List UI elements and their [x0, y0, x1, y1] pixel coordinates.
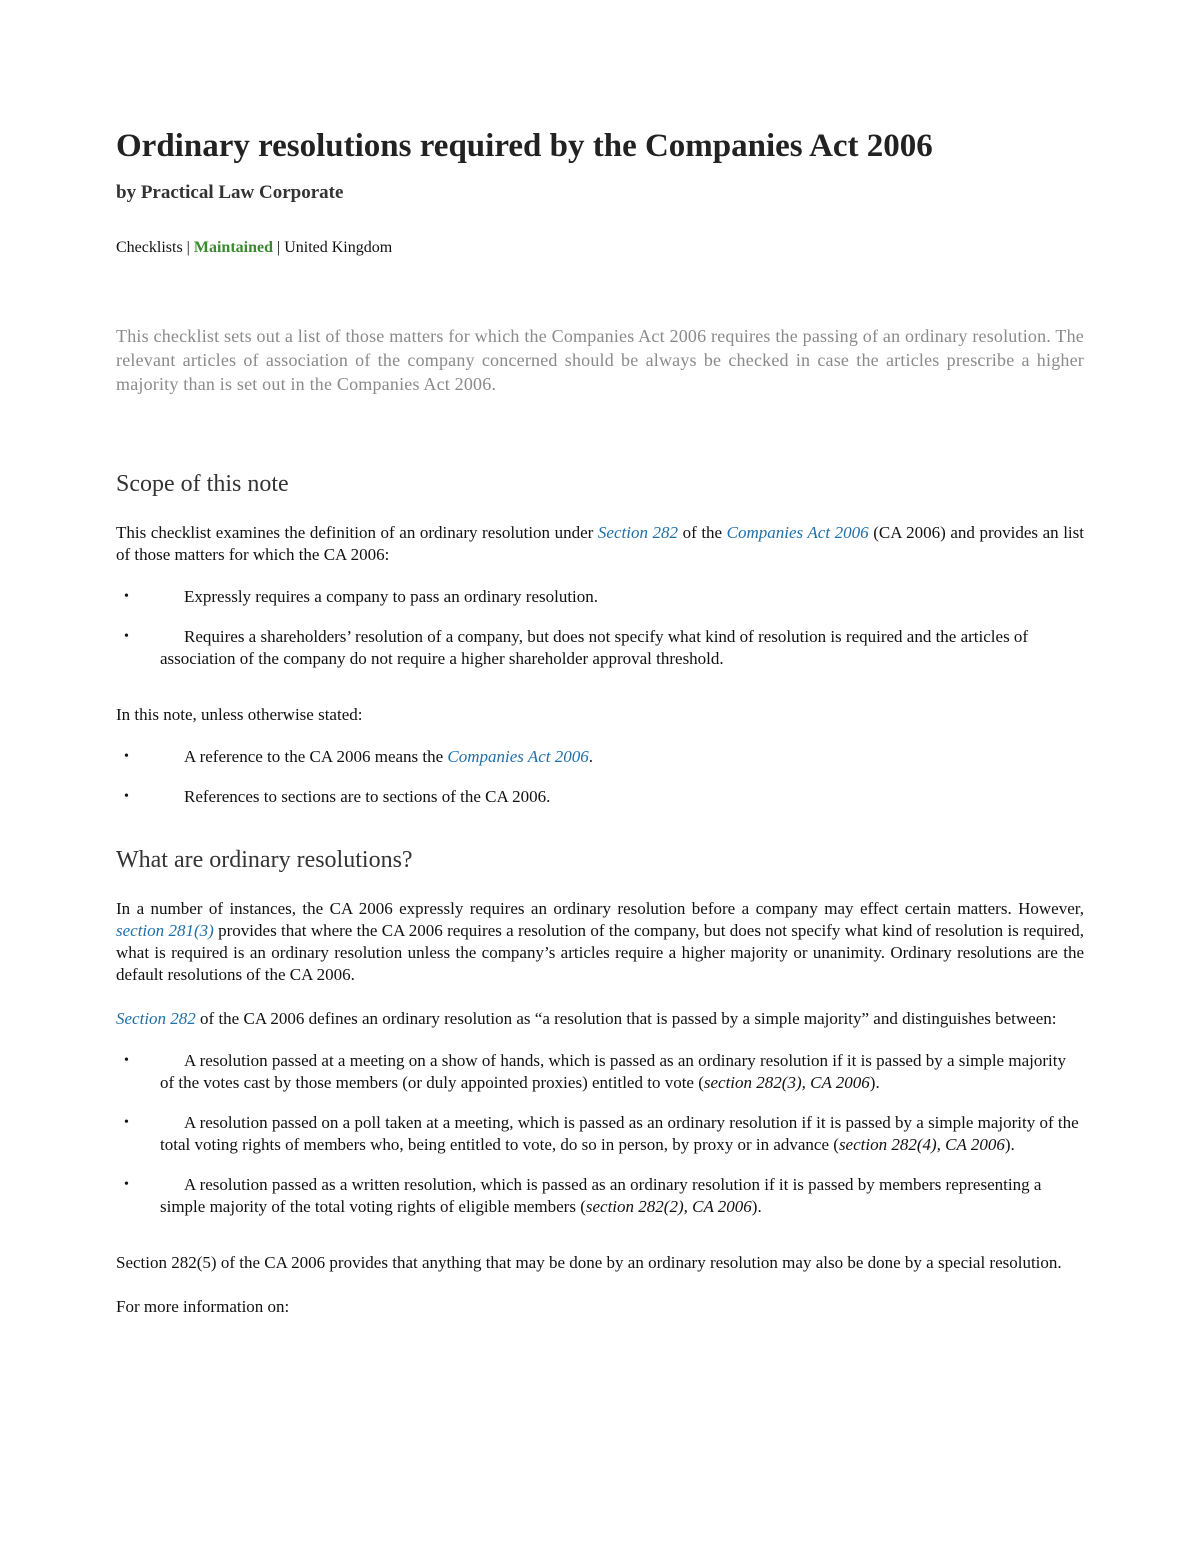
bullet-icon: • — [124, 1053, 129, 1068]
heading-what-are-ordinary-resolutions: What are ordinary resolutions? — [116, 847, 413, 873]
meta-jurisdiction: United Kingdom — [284, 239, 393, 256]
scope-bullet-list — [116, 586, 1084, 670]
list-item-text: A reference to the CA 2006 means the — [184, 747, 448, 766]
list-item — [116, 1050, 1084, 1094]
document-meta — [116, 236, 1084, 260]
what-bullet-list — [116, 1050, 1084, 1218]
heading-scope: Scope of this note — [116, 471, 289, 497]
list-item-text: A resolution passed as a written resolution, which is passed as an ordinary resolution if it is passed by members representing a simple majority of the total voting rights of eligible members ( — [160, 1175, 1042, 1216]
list-item-text: Expressly requires a company to pass an ordinary resolution. — [184, 587, 599, 606]
list-item-text: ). — [869, 1073, 880, 1092]
meta-separator: | — [182, 239, 194, 256]
list-item-text: A resolution passed on a poll taken at a meeting, which is passed as an ordinary resolution if it is passed by a simple majority of the total voting rights of members who, being entitled to vote, do so in person, by proxy or in advance ( — [160, 1113, 1079, 1154]
list-item-text: Requires a shareholders’ resolution of a company, but does not specify what kind of resolution is required and the articles of association of the company do not require a higher shareholder approval threshold. — [160, 627, 1029, 668]
bullet-icon: • — [124, 1177, 129, 1192]
list-item — [116, 746, 1084, 768]
list-item — [116, 786, 1084, 808]
citation: section 282(4), CA 2006 — [838, 1135, 1005, 1154]
list-item-text: ). — [1004, 1135, 1015, 1154]
bullet-icon: • — [124, 1115, 129, 1130]
link-section-282[interactable]: Section 282 — [116, 1009, 196, 1028]
list-item-text: References to sections are to sections of the CA 2006. — [184, 787, 551, 806]
meta-type: Checklists — [116, 239, 183, 256]
scope-intro-text: (CA 2006) and provides an list of those matters for which the CA 2006: — [116, 523, 1084, 564]
bullet-icon: • — [124, 789, 129, 804]
link-companies-act-2006[interactable]: Companies Act 2006 — [726, 523, 869, 542]
list-item — [116, 626, 1084, 670]
abstract: This checklist sets out a list of those matters for which the Companies Act 2006 requires the passing of an ordinary resolution. The relevant articles of association of the company concerned should be always be checked in case the articles prescribe a higher majority than is set out in the Companies Act 2006. — [116, 326, 1084, 394]
what-paragraph-1 — [116, 898, 1084, 986]
paragraph-text: provides that where the CA 2006 requires a resolution of the company, but does not specify what kind of resolution is required, what is required is an ordinary resolution unless the company’s articles require a higher majority or unanimity. Ordinary resolutions are the default resolutions of the CA 2006. — [116, 921, 1084, 984]
paragraph-text: of the CA 2006 defines an ordinary resolution as “a resolution that is passed by a simple majority” and distinguishes between: — [195, 1009, 1057, 1028]
bullet-icon: • — [124, 629, 129, 644]
what-paragraph-3: Section 282(5) of the CA 2006 provides that anything that may be done by an ordinary resolution may also be done by a special resolution. — [116, 1253, 1062, 1272]
list-item — [116, 1174, 1084, 1218]
note-intro: In this note, unless otherwise stated: — [116, 705, 363, 724]
bullet-icon: • — [124, 749, 129, 764]
meta-separator: | — [273, 239, 285, 256]
citation: section 282(2), CA 2006 — [585, 1197, 752, 1216]
link-section-281-3[interactable]: section 281(3) — [116, 921, 214, 940]
scope-intro-text: This checklist examines the definition of an ordinary resolution under — [116, 523, 598, 542]
what-paragraph-2 — [116, 1008, 1084, 1030]
list-item — [116, 586, 1084, 608]
what-paragraph-4: For more information on: — [116, 1297, 290, 1316]
scope-intro-text: of the — [678, 523, 727, 542]
paragraph-text: In a number of instances, the CA 2006 expressly requires an ordinary resolution before a company may effect certain matters. However, — [116, 899, 1084, 918]
link-section-282[interactable]: Section 282 — [597, 523, 679, 542]
scope-intro — [116, 522, 1084, 566]
list-item — [116, 1112, 1084, 1156]
author-byline: by Practical Law Corporate — [116, 182, 344, 203]
document-title: Ordinary resolutions required by the Companies Act 2006 — [116, 128, 933, 164]
list-item-text: ). — [751, 1197, 762, 1216]
citation: section 282(3), CA 2006 — [703, 1073, 870, 1092]
link-companies-act-2006[interactable]: Companies Act 2006 — [447, 747, 589, 766]
list-item-text: A resolution passed at a meeting on a show of hands, which is passed as an ordinary resolution if it is passed by a simple majority of the votes cast by those members (or duly appointed proxies) entitled to vote ( — [160, 1051, 1066, 1092]
bullet-icon: • — [124, 589, 129, 604]
note-bullet-list — [116, 746, 1084, 808]
document-content — [116, 124, 1084, 1318]
meta-status: Maintained — [193, 239, 273, 256]
list-item-text: . — [588, 747, 594, 766]
